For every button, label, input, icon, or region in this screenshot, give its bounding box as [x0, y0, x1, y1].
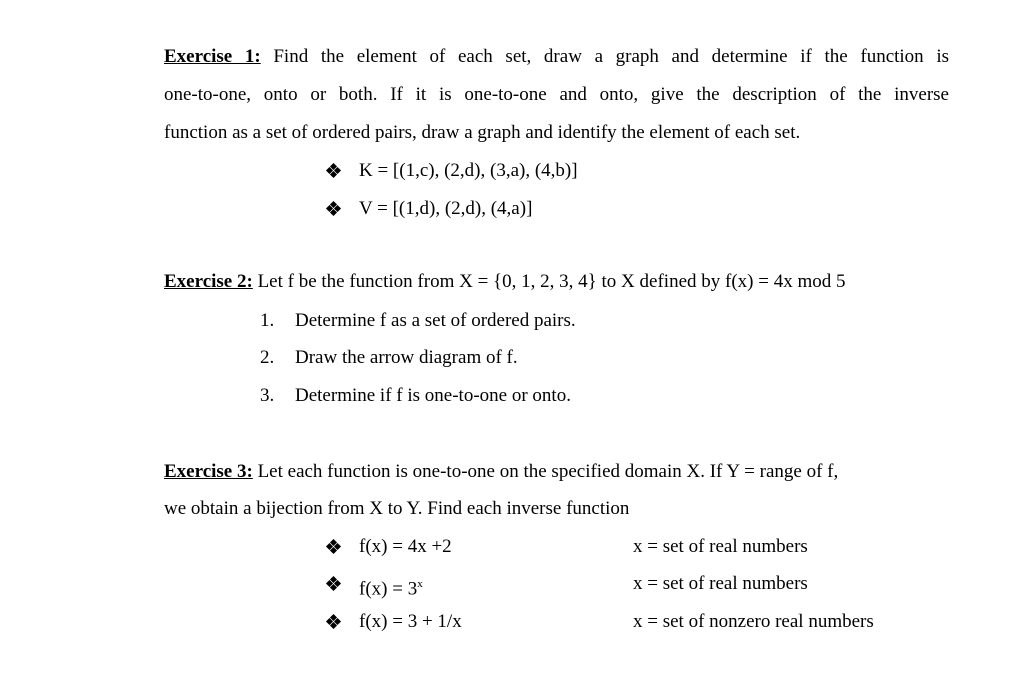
- exercise3-heading: Exercise 3:: [164, 461, 253, 482]
- exercise2-item: Determine if f is one-to-one or onto.: [295, 385, 571, 406]
- exercise1-line-2: one-to-one, onto or both. If it is one-to-one and onto, give the description of the inverse: [164, 84, 949, 105]
- exercise1-text-1: Find the element of each set, draw a graph and determine if the function is: [260, 46, 950, 67]
- diamond-bullet-icon: [327, 540, 341, 554]
- diamond-bullet-icon: [327, 164, 341, 178]
- exercise3-function: [359, 535, 452, 559]
- exercise3-domain: x = set of nonzero real numbers: [633, 611, 874, 632]
- exercise2-line: [164, 270, 845, 294]
- function-text: f(x) = 3: [359, 578, 418, 600]
- diamond-bullet-icon: [327, 577, 341, 591]
- exercise3-line-1: [164, 460, 838, 484]
- exercise1-item: V = [(1,d), (2,d), (4,a)]: [359, 198, 533, 219]
- exercise1-line-3: function as a set of ordered pairs, draw a graph and identify the element of each set.: [164, 122, 801, 143]
- function-text: f(x) = 4x +2: [359, 536, 452, 557]
- exponent: x: [417, 578, 423, 590]
- exercise2-text: Let f be the function from X = {0, 1, 2, 3, 4} to X defined by f(x) = 4x mod 5: [252, 271, 846, 292]
- exercise3-line-2: we obtain a bijection from X to Y. Find each inverse function: [164, 498, 630, 519]
- exercise2-item-num: 1.: [260, 310, 275, 331]
- exercise3-function: [359, 610, 462, 634]
- exercise3-text-1: Let each function is one-to-one on the specified domain X. If Y = range of f,: [252, 461, 839, 482]
- exercise3-function: [359, 572, 423, 601]
- exercise2-item: Draw the arrow diagram of f.: [295, 347, 518, 368]
- exercise2-item-num: 3.: [260, 385, 275, 406]
- exercise2-item: Determine f as a set of ordered pairs.: [295, 310, 576, 331]
- exercise1-line-1: [164, 45, 949, 69]
- exercise2-heading: Exercise 2:: [164, 271, 253, 292]
- diamond-bullet-icon: [327, 615, 341, 629]
- exercise1-item: K = [(1,c), (2,d), (3,a), (4,b)]: [359, 160, 578, 181]
- exercise1-heading: Exercise 1:: [164, 46, 261, 67]
- exercise3-domain: x = set of real numbers: [633, 573, 808, 594]
- exercise2-item-num: 2.: [260, 347, 275, 368]
- diamond-bullet-icon: [327, 202, 341, 216]
- function-text: f(x) = 3 + 1/x: [359, 611, 462, 632]
- exercise3-domain: x = set of real numbers: [633, 536, 808, 557]
